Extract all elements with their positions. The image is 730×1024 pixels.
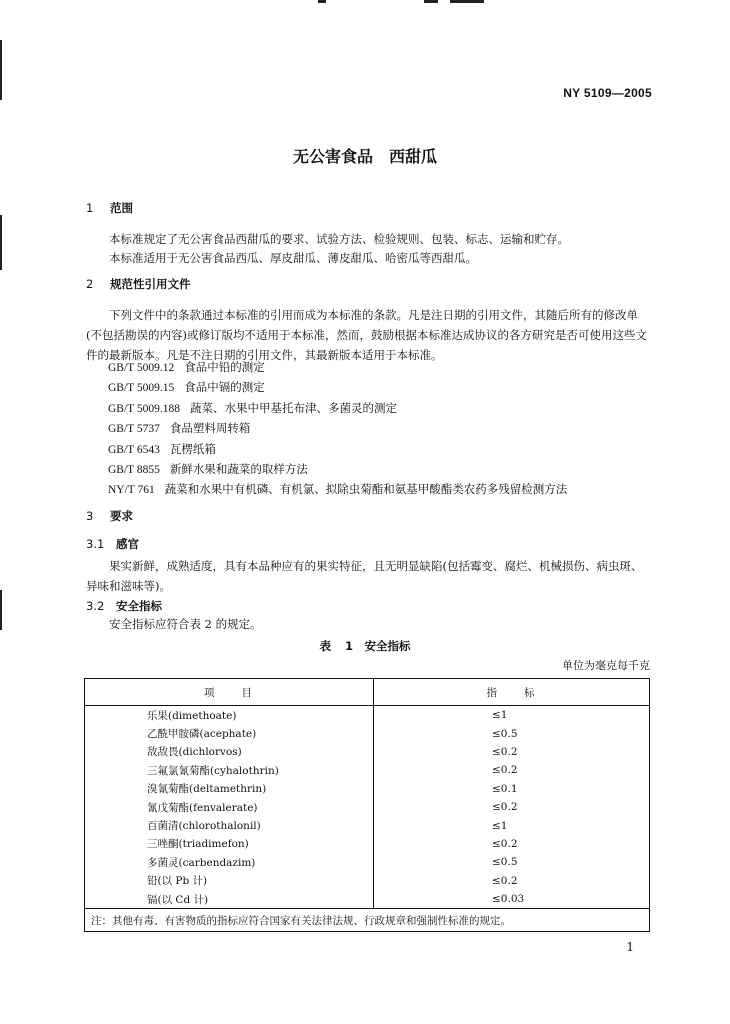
reference-code: GB/T 5009.12 xyxy=(108,362,175,374)
reference-item xyxy=(108,419,567,439)
reference-item xyxy=(108,440,567,460)
reference-title: 蔬菜和水果中有机磷、有机氯、拟除虫菊酯和氨基甲酸酯类农药多残留检测方法 xyxy=(164,482,568,497)
table-row xyxy=(85,853,650,871)
table-row xyxy=(85,706,650,725)
item-cell: 铅(以 Pb 计) xyxy=(85,872,374,890)
reference-title: 食品中铅的测定 xyxy=(184,360,265,374)
reference-title: 蔬菜、水果中甲基托布津、多菌灵的测定 xyxy=(190,400,397,415)
page-number: 1 xyxy=(626,940,634,954)
reference-title: 瓦楞纸箱 xyxy=(169,441,216,456)
scan-mark xyxy=(0,590,2,630)
section-1-heading xyxy=(86,200,133,216)
reference-item xyxy=(108,378,567,398)
scan-mark xyxy=(318,0,326,3)
reference-code: GB/T 5737 xyxy=(108,423,160,436)
item-cell: 三氟氯氰菊酯(cyhalothrin) xyxy=(85,761,374,779)
item-cell: 溴氰菊酯(deltamethrin) xyxy=(85,780,374,798)
section-2-heading xyxy=(86,276,191,292)
table-note-row xyxy=(85,909,650,932)
value-cell: ≤0.2 xyxy=(492,764,518,777)
table-row xyxy=(85,816,650,834)
value-cell: ≤0.03 xyxy=(492,893,525,906)
reference-code: GB/T 5009.188 xyxy=(108,402,180,415)
reference-title: 新鲜水果和蔬菜的取样方法 xyxy=(169,462,308,477)
table-row xyxy=(85,798,650,816)
table-header-row xyxy=(85,679,650,706)
document-code: NY 5109—2005 xyxy=(563,86,652,100)
reference-item xyxy=(108,358,567,378)
item-cell: 氰戊菊酯(fenvalerate) xyxy=(85,798,374,816)
section-title: 感官 xyxy=(116,537,139,551)
value-cell: ≤0.2 xyxy=(492,801,518,814)
table-row xyxy=(85,761,650,779)
value-cell: ≤0.2 xyxy=(492,837,518,850)
safety-paragraph: 安全指标应符合表 2 的规定。 xyxy=(109,617,262,631)
value-cell: ≤0.1 xyxy=(492,782,518,795)
value-cell: ≤0.5 xyxy=(492,727,518,740)
page-title: 无公害食品 西甜瓜 xyxy=(292,147,437,166)
table-row xyxy=(85,872,650,890)
section-number: 3.1 xyxy=(86,537,105,551)
scan-mark xyxy=(424,0,438,3)
section-title: 规范性引用文件 xyxy=(110,277,191,291)
item-cell: 敌敌畏(dichlorvos) xyxy=(85,743,374,761)
scan-mark xyxy=(0,40,2,100)
reference-list xyxy=(108,358,567,501)
table-caption: 表 1 安全指标 xyxy=(319,639,411,653)
section-number: 3 xyxy=(86,509,94,523)
item-cell: 乐果(dimethoate) xyxy=(85,706,374,725)
section-number: 2 xyxy=(86,277,94,291)
value-cell: ≤1 xyxy=(492,709,508,722)
reference-code: GB/T 6543 xyxy=(108,443,160,456)
item-cell: 三唑酮(triadimefon) xyxy=(85,835,374,853)
item-cell: 多菌灵(carbendazim) xyxy=(85,853,374,871)
scope-paragraph-1: 本标准规定了无公害食品西甜瓜的要求、试验方法、检验规则、包装、标志、运输和贮存。 xyxy=(109,232,569,246)
table-row xyxy=(85,890,650,909)
section-number: 3.2 xyxy=(86,599,105,613)
value-cell: ≤1 xyxy=(492,819,508,832)
reference-code: GB/T 5009.15 xyxy=(108,382,175,395)
section-title: 安全指标 xyxy=(116,599,162,613)
sensory-paragraph: 果实新鲜，成熟适度，具有本品种应有的果实特征，且无明显缺陷(包括霉变、腐烂、机械损伤、病虫斑、异味和滋味等)。 xyxy=(86,559,643,593)
value-cell: ≤0.5 xyxy=(492,856,518,869)
item-cell: 百菌清(chlorothalonil) xyxy=(85,816,374,834)
reference-item xyxy=(108,460,567,480)
section-3-1-heading xyxy=(86,536,139,552)
section-3-heading xyxy=(86,508,133,524)
value-cell: ≤0.2 xyxy=(492,874,518,887)
section-number: 1 xyxy=(86,201,94,215)
column-header-item: 项 目 xyxy=(85,679,374,706)
safety-indicators-table xyxy=(84,678,650,932)
item-cell: 镉(以 Cd 计) xyxy=(85,890,374,909)
column-header-value: 指 标 xyxy=(374,679,650,706)
reference-item xyxy=(108,399,567,419)
section-title: 要求 xyxy=(110,509,133,523)
table-row xyxy=(85,780,650,798)
table-unit-note: 单位为毫克每千克 xyxy=(562,659,650,672)
scan-mark xyxy=(450,0,484,3)
scan-mark xyxy=(0,215,2,270)
table-note: 注：其他有毒、有害物质的指标应符合国家有关法律法规、行政规章和强制性标准的规定。 xyxy=(85,909,650,932)
reference-title: 食品中镉的测定 xyxy=(184,380,265,395)
scope-paragraph-2: 本标准适用于无公害食品西瓜、厚皮甜瓜、薄皮甜瓜、哈密瓜等西甜瓜。 xyxy=(109,251,477,265)
section-3-2-heading xyxy=(86,598,162,614)
reference-code: NY/T 761 xyxy=(108,484,155,497)
table-row xyxy=(85,743,650,761)
references-intro-paragraph: 下列文件中的条款通过本标准的引用而成为本标准的条款。凡是注日期的引用文件，其随后所有的修改单(不包括勘误的内容)或修订版均不适用于本标准，然而，鼓励根据本标准达成协议的各方研究是否可使用这些文件的最新版本。凡是不注日期的引用文件，其最新版本适用于本标准。 xyxy=(86,308,647,362)
reference-item xyxy=(108,480,567,500)
reference-title: 食品塑料周转箱 xyxy=(169,421,251,436)
reference-code: GB/T 8855 xyxy=(108,464,160,477)
table-row xyxy=(85,835,650,853)
value-cell: ≤0.2 xyxy=(492,745,518,758)
section-title: 范围 xyxy=(110,201,133,215)
item-cell: 乙酰甲胺磷(acephate) xyxy=(85,724,374,742)
table-row xyxy=(85,724,650,742)
